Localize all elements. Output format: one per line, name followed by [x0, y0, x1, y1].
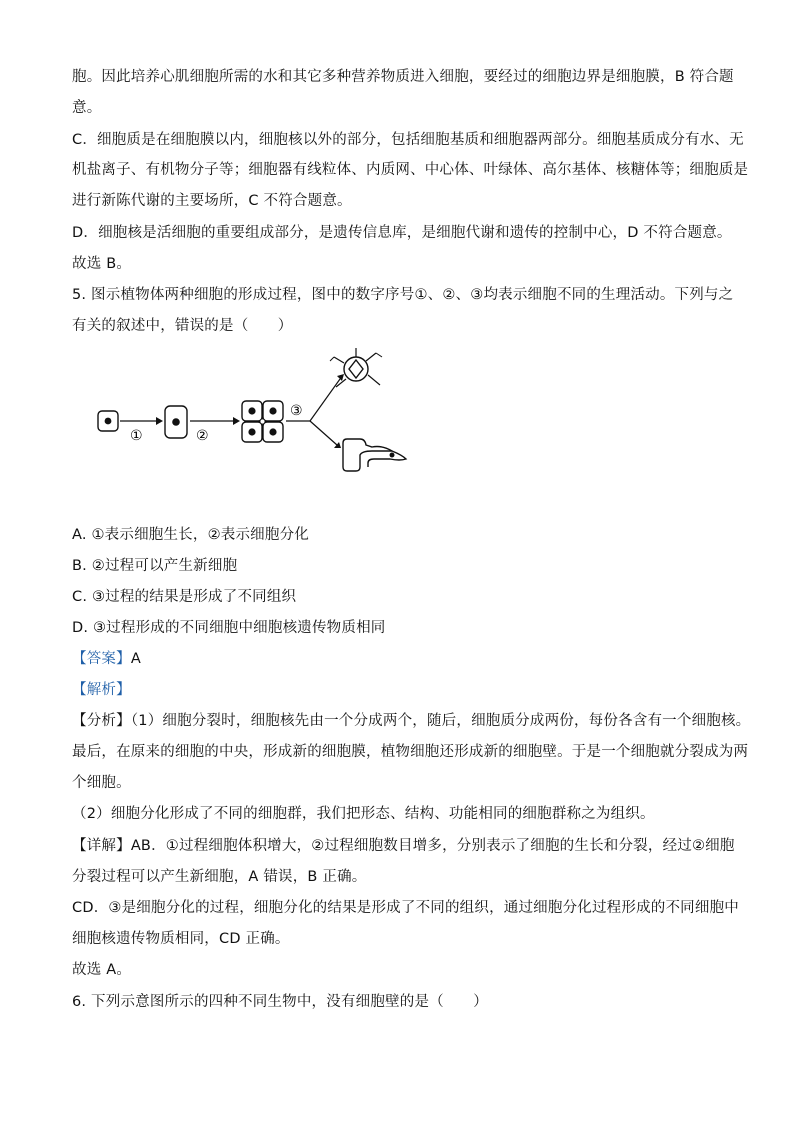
nucleus	[172, 418, 180, 426]
analysis-tag: 【分析】	[72, 713, 131, 729]
nucleus	[105, 418, 112, 425]
analysis-line	[72, 711, 750, 731]
text-line: 故选 B。	[72, 256, 132, 272]
answer-value: A	[130, 651, 141, 667]
text-line: 意。	[72, 100, 102, 116]
nucleus	[248, 428, 255, 435]
detail-tag: 【详解】	[72, 838, 131, 854]
arrow-1-head	[156, 417, 163, 425]
analysis-line: 个细胞。	[72, 775, 131, 791]
option-c: C. ③过程的结果是形成了不同组织	[72, 589, 297, 605]
detail-line: 分裂过程可以产生新细胞，A 错误，B 正确。	[72, 869, 367, 885]
question-5-stem: 5. 图示植物体两种细胞的形成过程，图中的数字序号①、②、③均表示细胞不同的生理活动。下列与之	[72, 287, 734, 303]
answer-line	[72, 649, 141, 669]
option-a: A. ①表示细胞生长，②表示细胞分化	[72, 527, 309, 543]
nucleus	[248, 407, 255, 414]
option-d: D. ③过程形成的不同细胞中细胞核遗传物质相同	[72, 620, 386, 636]
question-6-stem: 6. 下列示意图所示的四种不同生物中，没有细胞壁的是（ ）	[72, 994, 488, 1010]
arrow-2-head	[233, 417, 240, 425]
branch-down	[310, 421, 337, 445]
detail-line: 细胞核遗传物质相同，CD 正确。	[72, 931, 290, 947]
step-2-label: ②	[196, 428, 209, 444]
center-dot	[260, 419, 265, 424]
step-3-label: ③	[290, 403, 303, 419]
detail-line	[72, 836, 735, 856]
answer-tag: 【答案】	[72, 651, 131, 667]
text-line: 胞。因此培养心肌细胞所需的水和其它多种营养物质进入细胞，要经过的细胞边界是细胞膜，B 符合题	[72, 69, 734, 85]
option-b: B. ②过程可以产生新细胞	[72, 558, 238, 574]
analysis-line: 最后，在原来的细胞的中央，形成新的细胞膜，植物细胞还形成新的细胞壁。于是一个细胞就分裂成为两	[72, 744, 749, 760]
detail-line: 故选 A。	[72, 962, 132, 978]
cell-formation-diagram	[90, 345, 430, 485]
nucleus	[269, 407, 276, 414]
analysis-text: （1）细胞分裂时，细胞核先由一个分成两个，随后，细胞质分成两份，每份各含有一个细胞核。	[130, 713, 751, 729]
root-hair-cell	[343, 439, 406, 471]
text-line: D．细胞核是活细胞的重要组成部分，是遗传信息库，是细胞代谢和遗传的控制中心，D 不符合题意。	[72, 225, 732, 241]
detail-line: CD．③是细胞分化的过程，细胞分化的结果是形成了不同的组织，通过细胞分化过程形成的不同细胞中	[72, 900, 739, 916]
text-line: 机盐离子、有机物分子等；细胞器有线粒体、内质网、中心体、叶绿体、高尔基体、核糖体等；细胞质是	[72, 162, 749, 178]
analysis-heading: 【解析】	[72, 682, 131, 698]
analysis-line: （2）细胞分化形成了不同的细胞群，我们把形态、结构、功能相同的细胞群称之为组织。	[72, 806, 655, 822]
text-line: 进行新陈代谢的主要场所，C 不符合题意。	[72, 193, 352, 209]
branch-up	[310, 379, 340, 421]
step-1-label: ①	[130, 428, 143, 444]
detail-text: AB．①过程细胞体积增大，②过程细胞数目增多，分别表示了细胞的生长和分裂，经过②细胞	[130, 838, 735, 854]
branch-up-head	[337, 374, 344, 381]
question-5-stem: 有关的叙述中，错误的是（ ）	[72, 318, 293, 334]
text-line: C．细胞质是在细胞膜以内，细胞核以外的部分，包括细胞基质和细胞器两部分。细胞基质成分有水、无	[72, 132, 744, 148]
nucleus	[269, 428, 276, 435]
